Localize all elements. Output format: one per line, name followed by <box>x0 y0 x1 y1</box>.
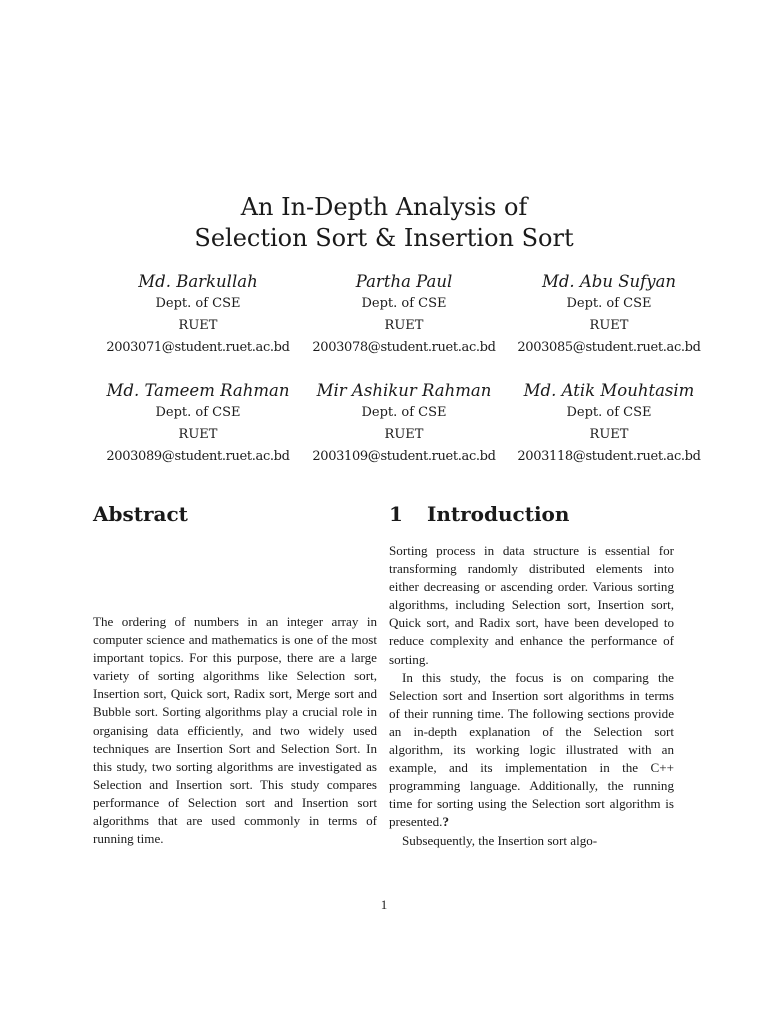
author-org: RUET <box>178 318 218 333</box>
author-dept: Dept. of CSE <box>155 296 241 311</box>
section-number: 1 <box>389 502 403 526</box>
author-block <box>284 271 524 359</box>
author-name: Md. Abu Sufyan <box>541 272 677 291</box>
author-block <box>78 380 318 468</box>
author-block <box>489 380 729 468</box>
introduction-body <box>389 542 674 850</box>
author-email: 2003078@student.ruet.ac.bd <box>312 340 496 355</box>
abstract-heading: Abstract <box>93 502 188 526</box>
intro-paragraph-2-text: In this study, the focus is on comparing the Selection sort and Insertion sort algorithms in terms of their running time. The following sections provide an in-depth explanation of the Selection sort algorithm, its working logic illustrated with an example, and its implementation in the C++ programming language. Additionally, the running time for sorting using the Selection sort algorithm is presented. <box>389 669 674 830</box>
author-org: RUET <box>589 427 629 442</box>
author-dept: Dept. of CSE <box>361 296 447 311</box>
author-email: 2003085@student.ruet.ac.bd <box>517 340 701 355</box>
intro-paragraph-2 <box>389 669 674 832</box>
author-dept: Dept. of CSE <box>155 405 241 420</box>
author-email: 2003109@student.ruet.ac.bd <box>312 449 496 464</box>
author-dept: Dept. of CSE <box>361 405 447 420</box>
author-dept: Dept. of CSE <box>566 405 652 420</box>
author-block <box>489 271 729 359</box>
abstract-body <box>93 613 377 848</box>
paper-title <box>0 192 768 254</box>
author-org: RUET <box>589 318 629 333</box>
abstract-paragraph: The ordering of numbers in an integer array in computer science and mathematics is one of the most important topics. For this purpose, there are a large variety of sorting algorithms like Selection sort, Insertion sort, Quick sort, Radix sort, Merge sort and Bubble sort. Sorting algorithms play a crucial role in organising data efficiently, and two widely used techniques are Insertion Sort and Selection Sort. In this study, two sorting algorithms are investigated as Selection and Insertion sort. This study compares performance of Selection sort and Insertion sort algorithms that are used commonly in terms of running time. <box>93 614 377 847</box>
section-title: Introduction <box>427 502 570 526</box>
author-org: RUET <box>384 427 424 442</box>
author-email: 2003089@student.ruet.ac.bd <box>106 449 290 464</box>
intro-paragraph-1: Sorting process in data structure is essential for transforming randomly distributed elements into either decreasing or ascending order. Various sorting algorithms, including Selection sort, Insertion sort, Quick sort, and Radix sort, have been developed to reduce complexity and enhance the performance of sorting. <box>389 543 674 667</box>
author-block <box>78 271 318 359</box>
page-number: 1 <box>380 897 388 912</box>
author-org: RUET <box>384 318 424 333</box>
author-name: Md. Atik Mouhtasim <box>523 381 695 400</box>
author-email: 2003118@student.ruet.ac.bd <box>517 449 701 464</box>
title-line-2: Selection Sort & Insertion Sort <box>194 224 574 252</box>
author-name: Mir Ashikur Rahman <box>316 381 492 400</box>
section-heading-introduction <box>389 501 569 527</box>
intro-paragraph-3: Subsequently, the Insertion sort algo- <box>402 832 598 848</box>
title-line-1: An In-Depth Analysis of <box>240 193 528 221</box>
author-name: Partha Paul <box>355 272 453 291</box>
author-name: Md. Tameem Rahman <box>106 381 290 400</box>
author-org: RUET <box>178 427 218 442</box>
author-email: 2003071@student.ruet.ac.bd <box>106 340 290 355</box>
author-name: Md. Barkullah <box>138 272 258 291</box>
author-block <box>284 380 524 468</box>
author-dept: Dept. of CSE <box>566 296 652 311</box>
citation-marker: ? <box>442 814 449 830</box>
